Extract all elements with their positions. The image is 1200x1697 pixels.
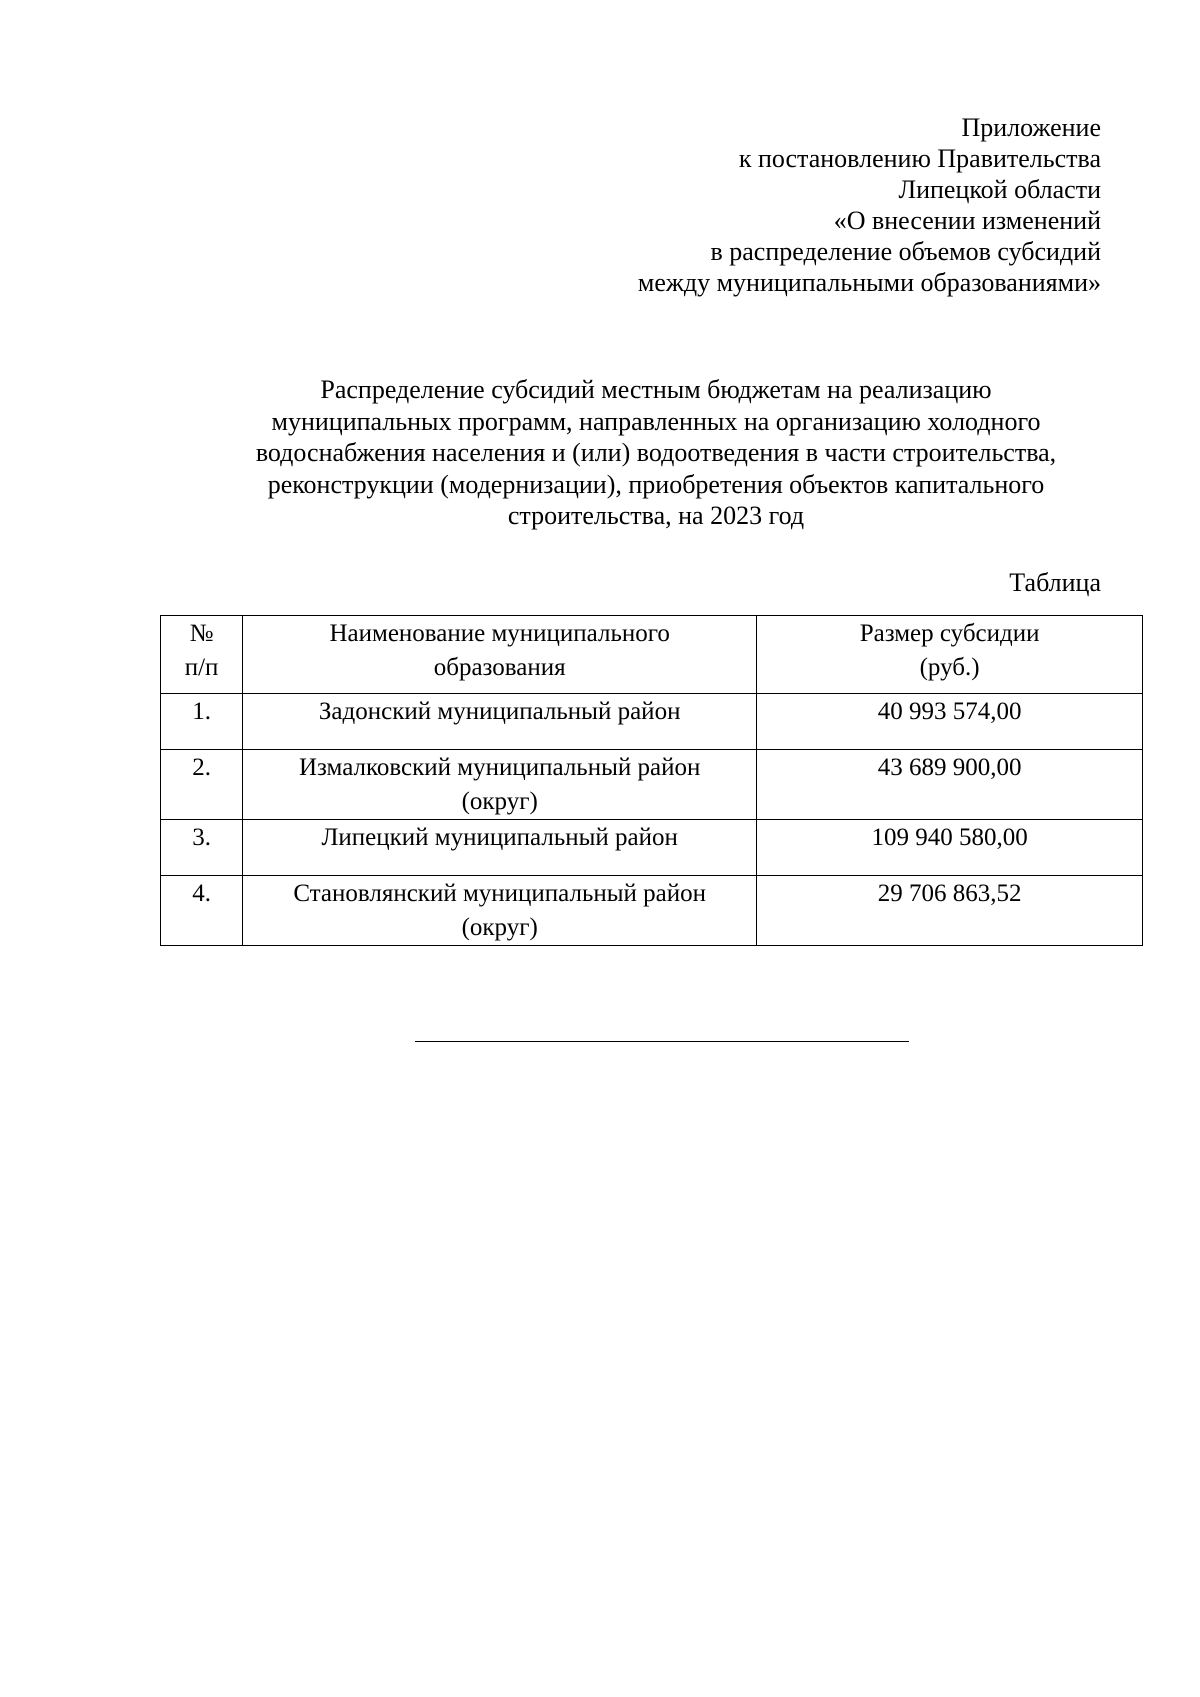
cell-number: 3. bbox=[161, 820, 243, 876]
cell-name bbox=[243, 876, 757, 946]
appendix-line: в распределение объемов субсидий bbox=[710, 237, 1101, 266]
header-amount bbox=[757, 616, 1143, 694]
cell-amount: 29 706 863,52 bbox=[757, 876, 1143, 946]
cell-number: 2. bbox=[161, 750, 243, 820]
title-line: Распределение субсидий местным бюджетам на реализацию bbox=[320, 375, 992, 404]
header-text: Наименование муниципального bbox=[329, 620, 670, 647]
header-number bbox=[161, 616, 243, 694]
table-row bbox=[161, 820, 1143, 876]
table-row bbox=[161, 876, 1143, 946]
cell-name-text: Становлянский муниципальный район bbox=[293, 880, 707, 907]
cell-name-text: (округ) bbox=[461, 914, 538, 941]
cell-amount: 40 993 574,00 bbox=[757, 694, 1143, 750]
closing-rule-line bbox=[415, 1041, 909, 1042]
header-text: (руб.) bbox=[919, 654, 980, 681]
cell-name bbox=[243, 694, 757, 750]
header-text: № bbox=[189, 620, 214, 647]
header-text: образования bbox=[433, 654, 566, 681]
header-text: п/п bbox=[184, 654, 219, 681]
appendix-line: Липецкой области bbox=[898, 175, 1101, 204]
cell-name-text: Задонский муниципальный район bbox=[318, 698, 681, 725]
cell-name bbox=[243, 750, 757, 820]
cell-name-text: Измалковский муниципальный район bbox=[298, 754, 701, 781]
cell-number: 4. bbox=[161, 876, 243, 946]
cell-amount: 43 689 900,00 bbox=[757, 750, 1143, 820]
cell-name-text: (округ) bbox=[461, 788, 538, 815]
cell-name-text: Липецкий муниципальный район bbox=[321, 824, 678, 851]
appendix-line: к постановлению Правительства bbox=[738, 144, 1101, 173]
cell-number: 1. bbox=[161, 694, 243, 750]
table-header-row bbox=[161, 616, 1143, 694]
appendix-line: между муниципальными образованиями» bbox=[637, 268, 1101, 297]
header-text: Размер субсидии bbox=[859, 620, 1040, 647]
subsidy-table bbox=[160, 615, 1143, 946]
appendix-line: «О внесении изменений bbox=[833, 206, 1101, 235]
cell-name bbox=[243, 820, 757, 876]
table-row bbox=[161, 750, 1143, 820]
cell-amount: 109 940 580,00 bbox=[757, 820, 1143, 876]
table-label: Таблица bbox=[1009, 568, 1101, 597]
title-line: муниципальных программ, направленных на организацию холодного bbox=[271, 406, 1041, 436]
header-name bbox=[243, 616, 757, 694]
title-line: реконструкции (модернизации), приобретения объектов капитального bbox=[267, 469, 1045, 499]
appendix-line: Приложение bbox=[961, 113, 1101, 142]
table-row bbox=[161, 694, 1143, 750]
title-line: водоснабжения населения и (или) водоотведения в части строительства, bbox=[255, 438, 1057, 467]
document-title bbox=[160, 374, 1152, 532]
appendix-header bbox=[638, 112, 1101, 298]
title-line: строительства, на 2023 год bbox=[507, 501, 805, 530]
